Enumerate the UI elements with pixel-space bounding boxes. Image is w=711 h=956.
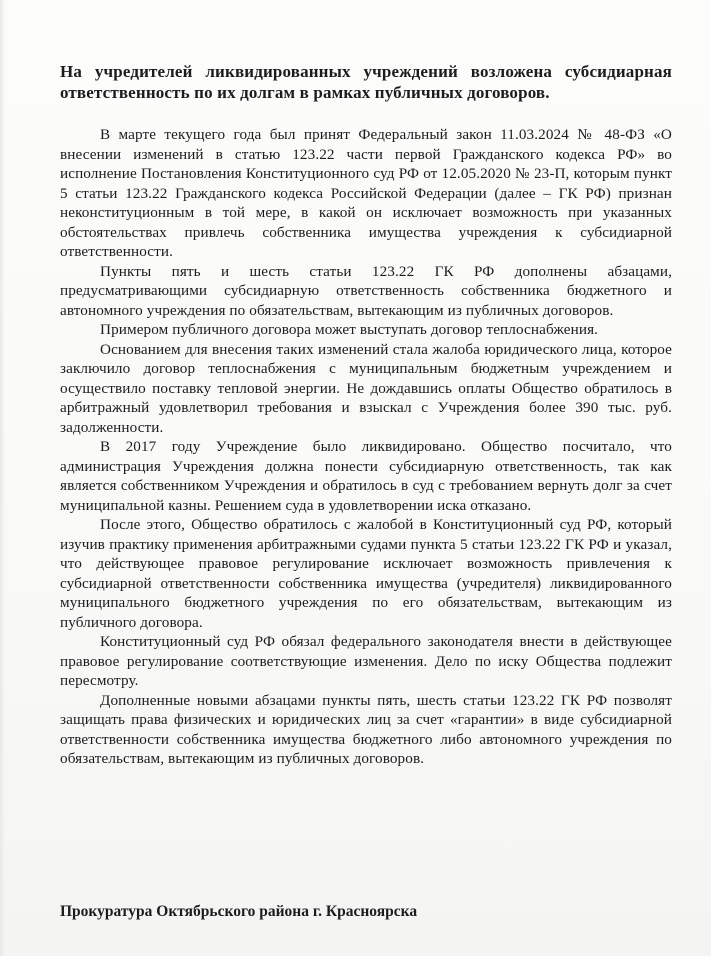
paragraph-amendments: Пункты пять и шесть статьи 123.22 ГК РФ дополнены абзацами, предусматривающими субсидиарную ответственность собственника бюджетного и автономного учреждения по обязательствам, вытекающим из публичных договоров. — [60, 262, 672, 319]
paragraph-complaint-basis: Основанием для внесения таких изменений стала жалоба юридического лица, которое заключило договор теплоснабжения с муниципальным бюджетным учреждением и осуществило поставку тепловой энергии. Не дождавшись оплаты Общество обратилось в арбитражный удовлетворил требования и взыскал с Учреждения более 390 тыс. руб. задолженности. — [60, 340, 672, 436]
paragraph-conclusion: Дополненные новыми абзацами пункты пять, шесть статьи 123.22 ГК РФ позволят защищать права физических и юридических лиц за счет «гарантии» в виде субсидиарной ответственности собственника имущества бюджетного либо автономного учреждения по обязательствам, вытекающим из публичных договоров. — [60, 691, 672, 767]
scan-edge-shadow — [0, 0, 5, 956]
paragraph-constitutional-court: После этого, Общество обратилось с жалобой в Конституционный суд РФ, который изучив практику применения арбитражными судами пункта 5 статьи 123.22 ГК РФ и указал, что действующее правовое регулирование исключает возможность привлечения к субсидиарной ответственности собственника имущества (учредителя) ликвидированного муниципального бюджетного учреждения по его обязательствам, вытекающим из публичного договора. — [60, 516, 672, 631]
paragraph-court-obligation: Конституционный суд РФ обязал федерального законодателя внести в действующее правовое регулирование соответствующие изменения. Дело по иску Общества подлежит пересмотру. — [60, 633, 672, 689]
signature-prosecutor-office: Прокуратура Октябрьского района г. Красноярска — [60, 903, 418, 920]
paragraph-liquidation: В 2017 году Учреждение было ликвидировано. Общество посчитало, что администрация Учреждения должна понести субсидиарную ответственность, так как является собственником Учреждения и обратилось в суд с требованием вернуть долг за счет муниципальной казны. Решением суда в удовлетворении иска отказано. — [60, 438, 672, 514]
paragraph-example: Примером публичного договора может выступать договор теплоснабжения. — [100, 321, 599, 338]
document-body — [60, 125, 672, 769]
document-title: На учредителей ликвидированных учреждений возложена субсидиарная ответственность по их долгам в рамках публичных договоров. — [60, 62, 672, 102]
paragraph-law-adoption: В марте текущего года был принят Федеральный закон 11.03.2024 № 48-ФЗ «О внесении изменений в статью 123.22 части первой Гражданского кодекса РФ» во исполнение Постановления Конституционного суд РФ от 12.05.2020 № 23-П, которым пункт 5 статьи 123.22 Гражданского кодекса Российской Федерации (далее – ГК РФ) признан неконституционным в той мере, в какой он исключает возможность при указанных обстоятельствах привлечь собственника имущества учреждения к субсидиарной ответственности. — [60, 126, 672, 260]
